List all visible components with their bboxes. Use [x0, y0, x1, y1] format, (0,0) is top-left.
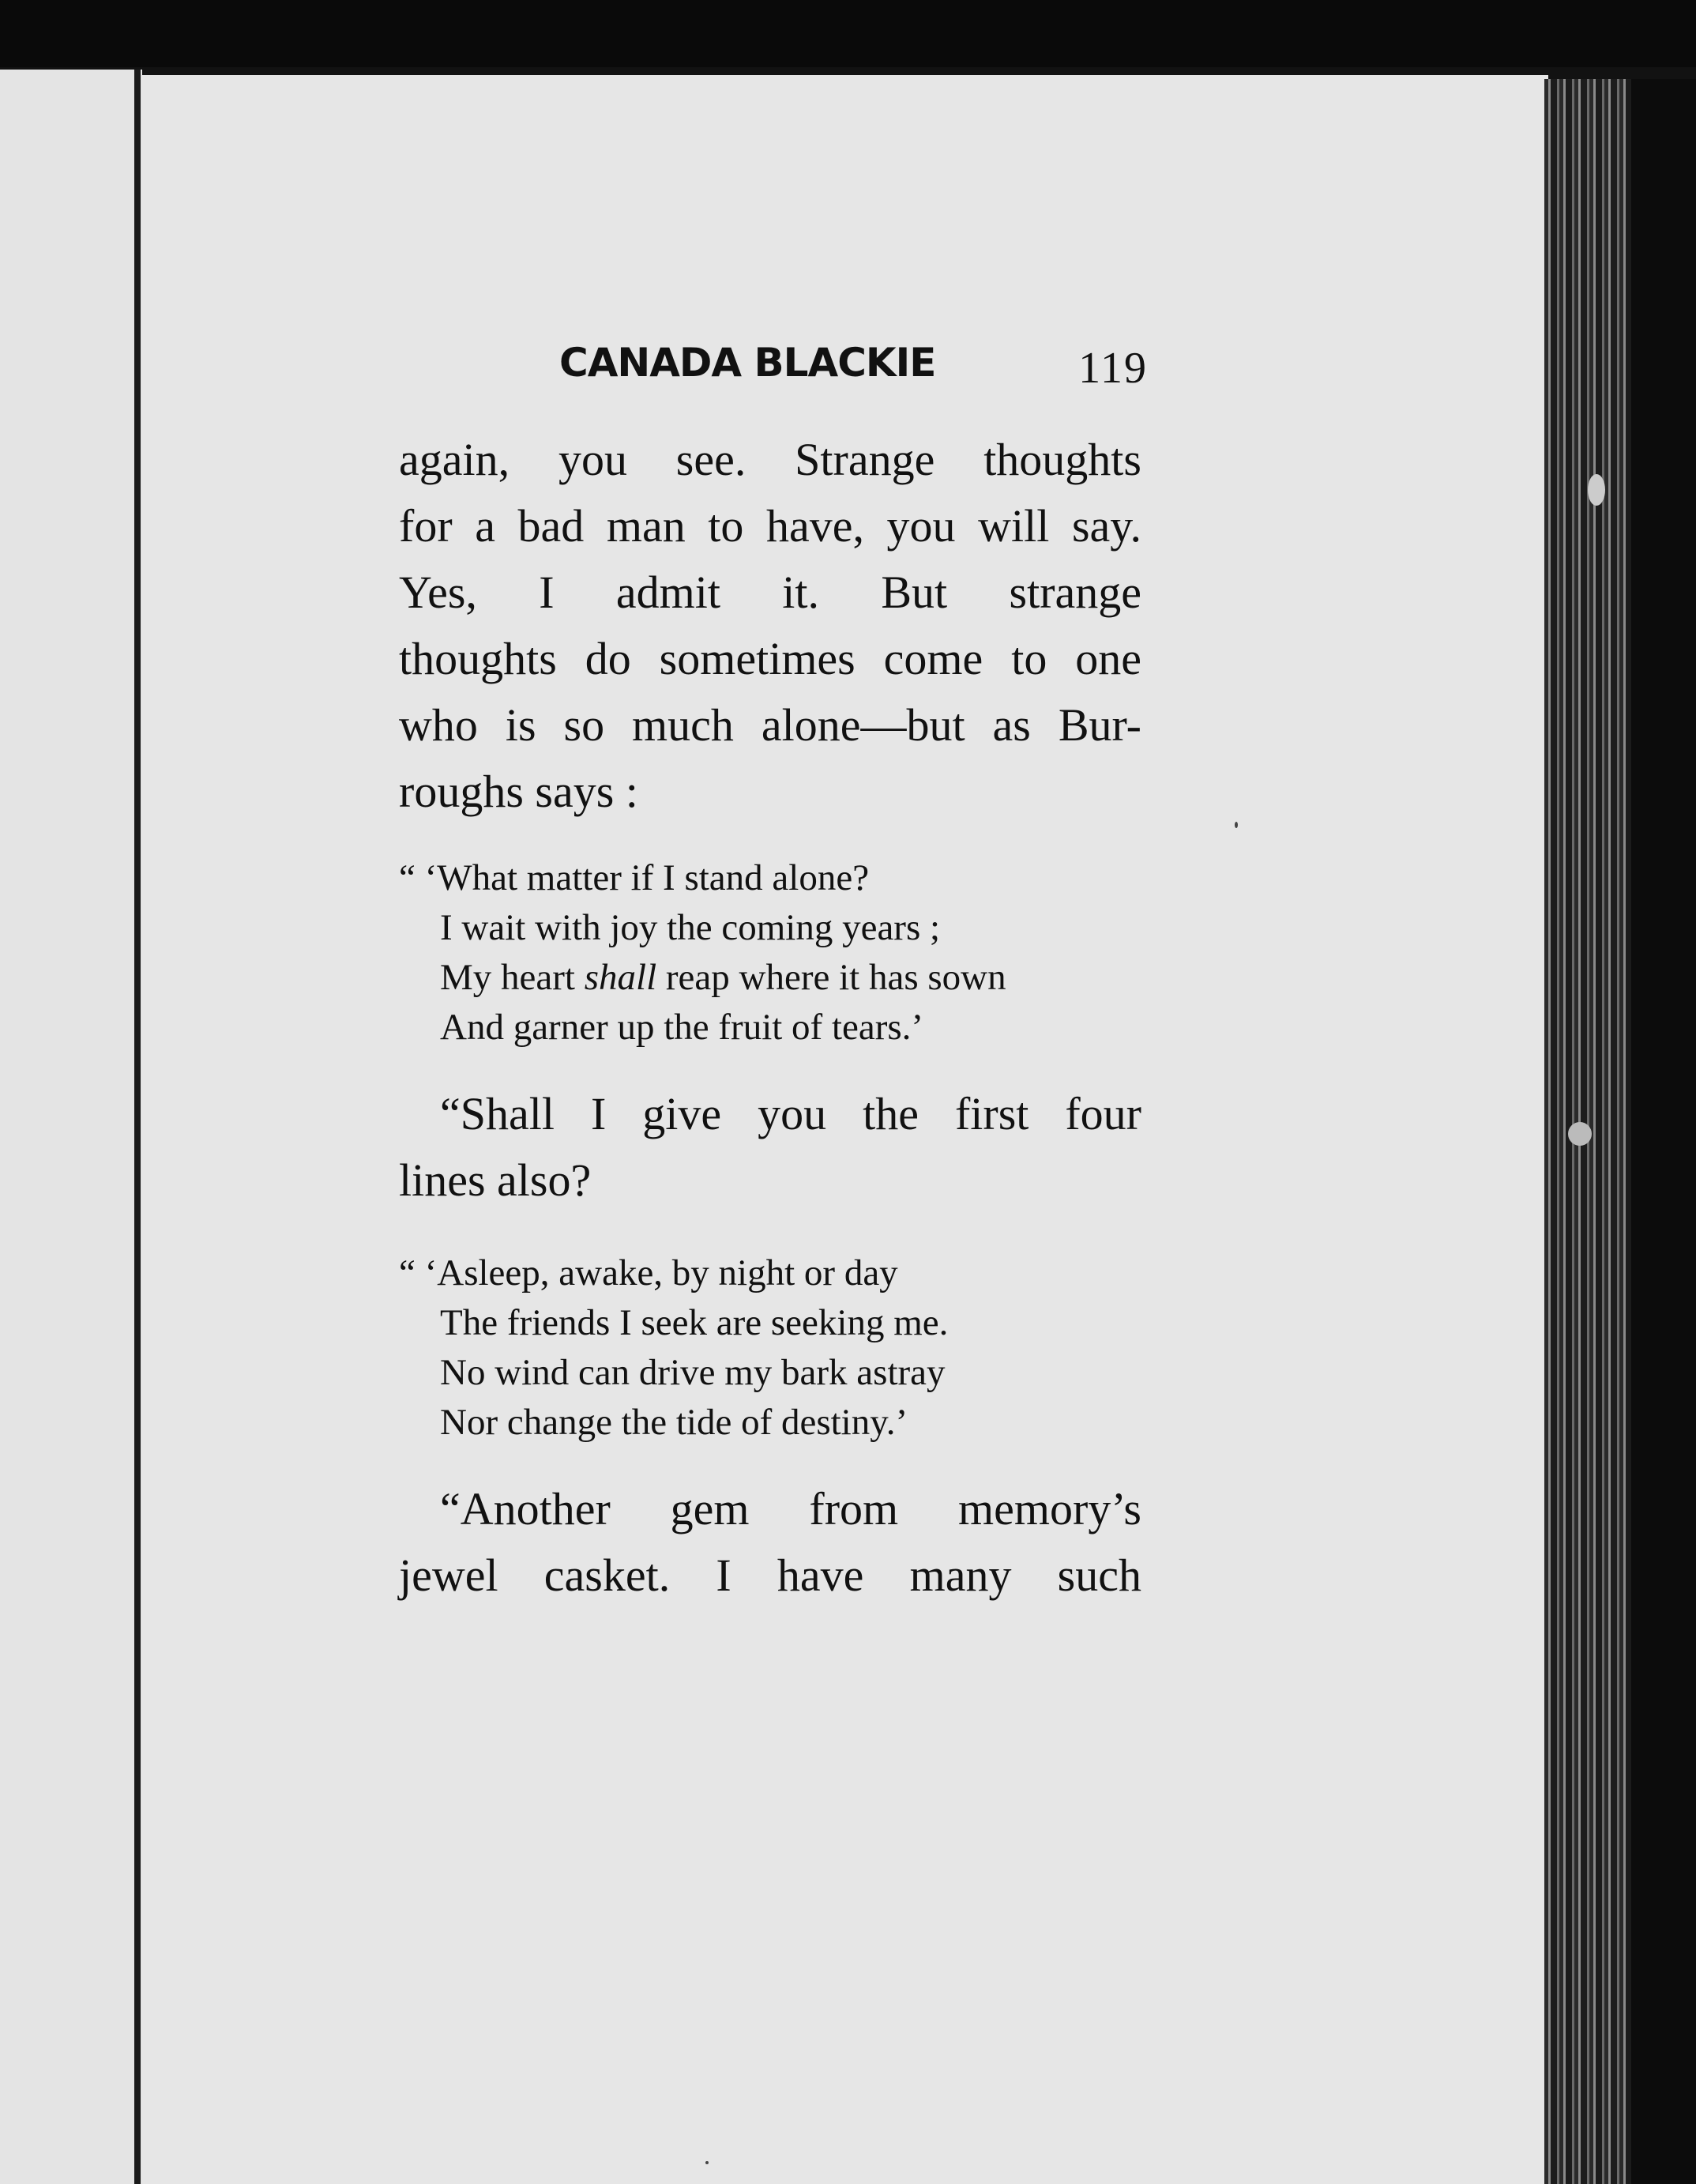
- verse-line: The friends I seek are seeking me.: [440, 1302, 949, 1343]
- paragraph-line: roughs says :: [399, 766, 638, 817]
- paragraph-line: thoughts do sometimes come to one: [399, 633, 1141, 684]
- verse-stanza: [399, 1248, 1141, 1448]
- paragraph-line: jewel casket. I have many such: [399, 1550, 1141, 1601]
- scan-top-border: [0, 0, 1696, 67]
- paragraph-line: for a bad man to have, you will say.: [399, 500, 1141, 552]
- paragraph-line: lines also?: [399, 1154, 592, 1206]
- verse-line: Nor change the tide of destiny.’: [440, 1402, 908, 1443]
- paragraph-line: who is so much alone—but as Bur-: [399, 699, 1141, 751]
- paragraph-line: “Another gem from memory’s: [440, 1483, 1141, 1534]
- scan-right-border: [1631, 79, 1696, 2184]
- verse-italic-word: shall: [584, 957, 657, 998]
- book-gutter-line: [134, 70, 141, 2184]
- verse-line: And garner up the fruit of tears.’: [440, 1007, 924, 1048]
- verse-stanza: [399, 853, 1141, 1052]
- speck: [1568, 1122, 1592, 1146]
- verse-text: My heart: [440, 957, 585, 998]
- verse-line: I wait with joy the coming years ;: [440, 907, 941, 948]
- verse-text: reap where it has sown: [656, 957, 1006, 998]
- page-header: [559, 340, 1152, 403]
- paragraph-line: Yes, I admit it. But strange: [399, 567, 1141, 618]
- page-body: [399, 427, 1141, 1609]
- page-number: 119: [1078, 344, 1148, 393]
- speck: [1588, 474, 1605, 506]
- verse-line: “ ‘What matter if I stand alone?: [399, 857, 870, 898]
- verse-line: [399, 953, 1141, 1003]
- left-page-sliver: [0, 70, 142, 2184]
- running-head: CANADA BLACKIE: [559, 340, 936, 386]
- verse-line: No wind can drive my bark astray: [440, 1352, 946, 1393]
- paragraph-line: “Shall I give you the first four: [440, 1088, 1141, 1139]
- speck: [705, 2161, 709, 2164]
- speck: [1235, 822, 1238, 828]
- paragraph-line: again, you see. Strange thoughts: [399, 434, 1141, 485]
- verse-line: “ ‘Asleep, awake, by night or day: [399, 1252, 898, 1293]
